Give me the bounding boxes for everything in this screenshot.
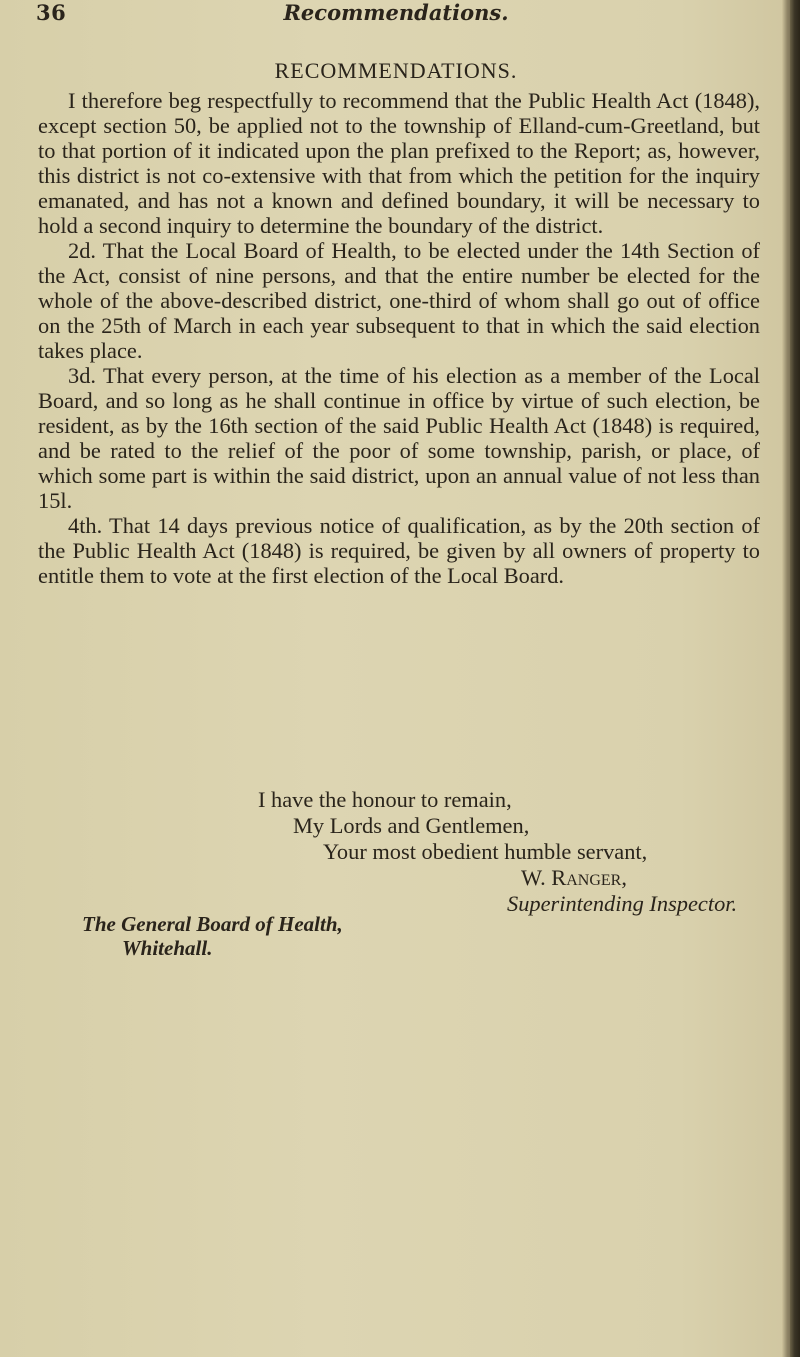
body-text — [38, 88, 760, 588]
closing-line-2: My Lords and Gentlemen, — [293, 813, 530, 838]
running-title: Recommendations. — [283, 0, 509, 25]
page-number: 36 — [36, 0, 67, 25]
binding-highlight — [787, 0, 790, 1357]
binding-edge — [782, 0, 800, 1357]
paragraph-4: 4th. That 14 days previous notice of qualification, as by the 20th section of the Public Health Act (1848) is required, be given by all owners of property to entitle them to vote at the first election of the Local Board. — [38, 513, 760, 588]
running-head — [36, 0, 756, 26]
signature-title: Superintending Inspector. — [507, 891, 738, 916]
paragraph-2: 2d. That the Local Board of Health, to be elected under the 14th Section of the Act, consist of nine persons, and that the entire number be elected for the whole of the above-described district, one-third of whom shall go out of office on the 25th of March in each year subsequent to that in which the said election takes place. — [38, 238, 760, 363]
address-line-1: The General Board of Health, — [82, 912, 343, 936]
closing-line-1: I have the honour to remain, — [258, 787, 512, 812]
address-line-2: Whitehall. — [122, 936, 213, 960]
paragraph-1: I therefore beg respectfully to recommend that the Public Health Act (1848), except section 50, be applied not to the township of Elland-cum-Greetland, but to that portion of it indicated upon the plan prefixed to the Report; as, however, this district is not co-extensive with that from which the petition for the inquiry emanated, and has not a known and defined boundary, it will be necessary to hold a second inquiry to determine the boundary of the district. — [38, 88, 760, 238]
closing-line-3: Your most obedient humble servant, — [323, 839, 648, 864]
paragraph-3: 3d. That every person, at the time of his election as a member of the Local Board, and so long as he shall continue in office by virtue of such election, be resident, as by the 16th section of the said Public Health Act (1848) is required, and be rated to the relief of the poor of some township, parish, or place, of which some part is within the said district, upon an annual value of not less than 15l. — [38, 363, 760, 513]
address-block — [82, 912, 343, 960]
signature-name: W. Ranger, — [521, 865, 627, 890]
section-heading: RECOMMENDATIONS. — [274, 58, 518, 83]
